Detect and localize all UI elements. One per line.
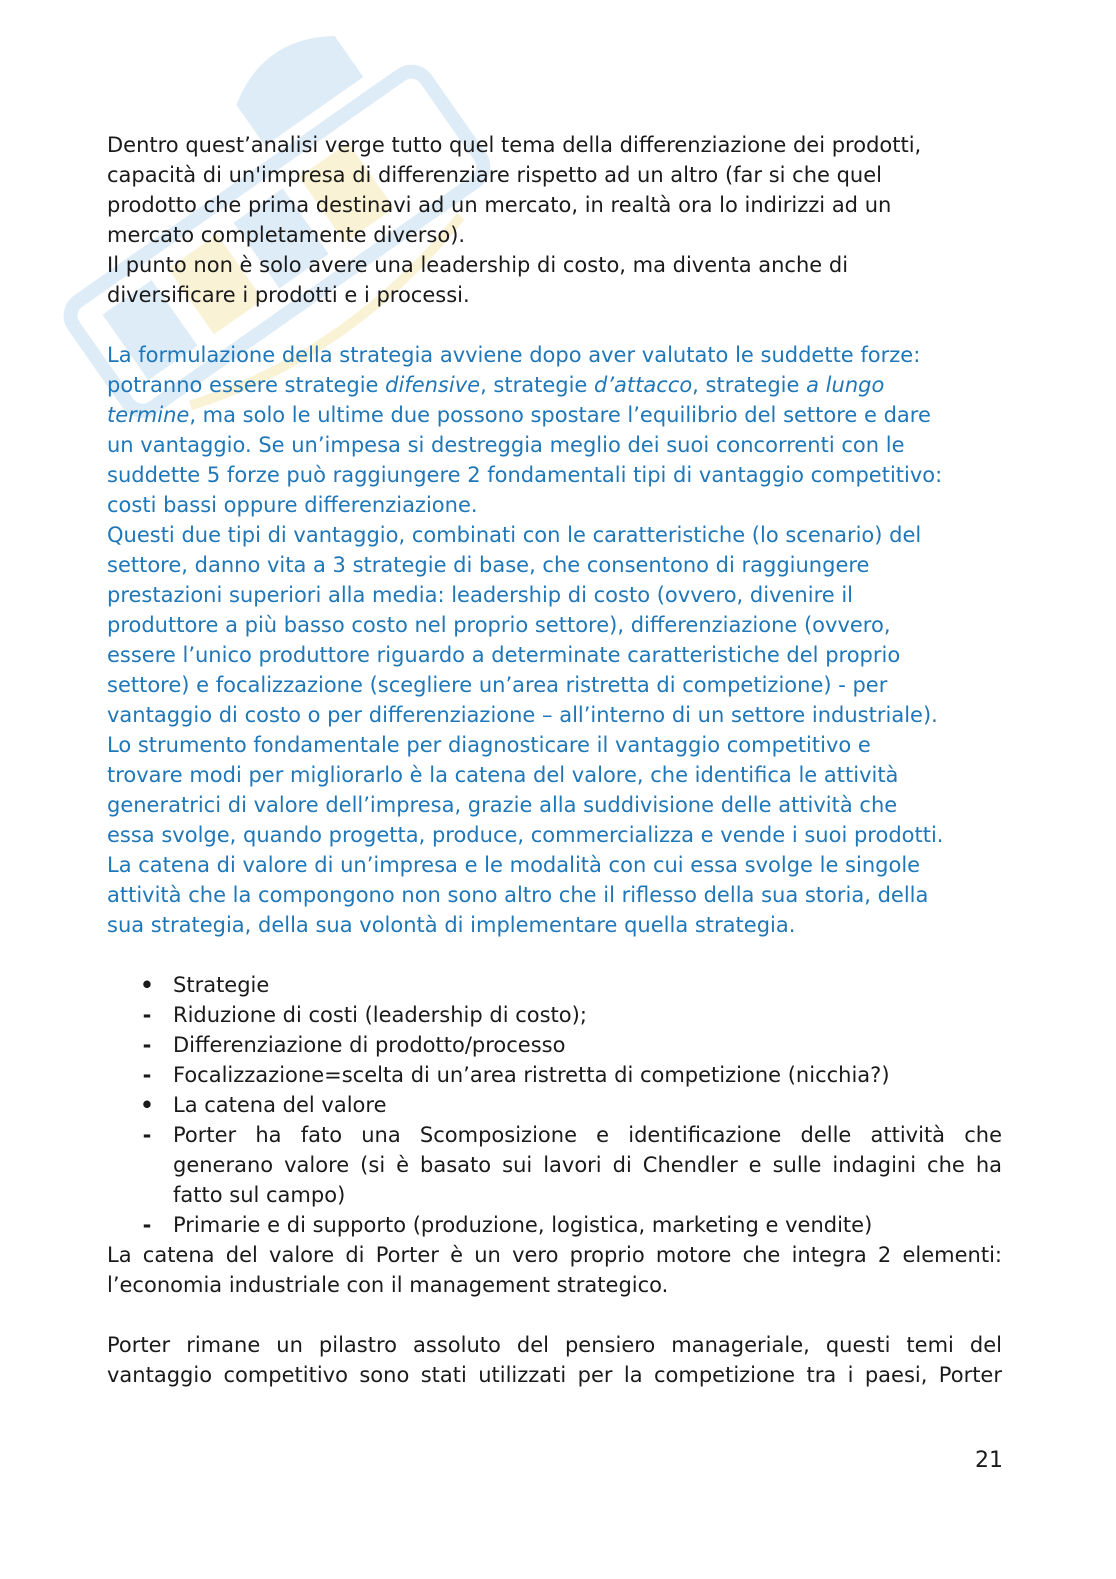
- text-line: un vantaggio. Se un’impesa si destreggia meglio dei suoi concorrenti con le: [107, 433, 905, 457]
- spacer: [107, 1300, 1002, 1330]
- list-item-text: generano valore (si è basato sui lavori di Chendler e sulle indagini che ha: [173, 1153, 1002, 1177]
- text-fragment: , ma solo le ultime due possono spostare l’equilibrio del settore e dare: [189, 403, 931, 427]
- text-fragment: , strategie: [692, 373, 807, 397]
- list-item: [107, 1210, 1002, 1240]
- text-line: vantaggio di costo o per differenziazione – all’interno di un settore industriale).: [107, 703, 938, 727]
- dash-icon: -: [142, 1213, 152, 1237]
- text-line: vantaggio competitivo sono stati utilizzati per la competizione tra i paesi, Porter: [107, 1363, 1002, 1387]
- italic-term: d’attacco: [594, 373, 693, 397]
- bullet-icon: •: [140, 1093, 154, 1117]
- italic-term: termine: [107, 403, 190, 427]
- text-line: sua strategia, della sua volontà di implementare quella strategia.: [107, 913, 796, 937]
- list-item-text: Porter ha fato una Scomposizione e identificazione delle attività che: [173, 1123, 1002, 1147]
- text-line: La catena di valore di un’impresa e le modalità con cui essa svolge le singole: [107, 853, 921, 877]
- list-item-text: fatto sul campo): [173, 1183, 346, 1207]
- text-line: Questi due tipi di vantaggio, combinati con le caratteristiche (lo scenario) del: [107, 523, 922, 547]
- paragraph-strategy-highlighted: [107, 340, 1002, 940]
- text-fragment: , strategie: [480, 373, 595, 397]
- text-line: prodotto che prima destinavi ad un mercato, in realtà ora lo indirizzi ad un: [107, 193, 892, 217]
- paragraph-value-chain: [107, 1240, 1002, 1300]
- text-line: mercato completamente diverso).: [107, 223, 466, 247]
- document-body: [107, 130, 1002, 1390]
- dash-icon: -: [142, 1123, 152, 1147]
- list-item-text: Strategie: [173, 973, 270, 997]
- text-line: produttore a più basso costo nel proprio settore), differenziazione (ovvero,: [107, 613, 891, 637]
- text-line: La catena del valore di Porter è un vero proprio motore che integra 2 elementi:: [107, 1243, 1002, 1267]
- text-line: essere l’unico produttore riguardo a determinate caratteristiche del proprio: [107, 643, 901, 667]
- list-item-text: Riduzione di costi (leadership di costo);: [173, 1003, 587, 1027]
- text-line: suddette 5 forze può raggiungere 2 fondamentali tipi di vantaggio competitivo:: [107, 463, 943, 487]
- list-item-text: Differenziazione di prodotto/processo: [173, 1033, 566, 1057]
- spacer: [107, 940, 1002, 970]
- text-line: Porter rimane un pilastro assoluto del pensiero manageriale, questi temi del: [107, 1333, 1002, 1357]
- bullet-icon: •: [140, 973, 154, 997]
- italic-term: difensive: [385, 373, 481, 397]
- text-line: attività che la compongono non sono altro che il riflesso della sua storia, della: [107, 883, 929, 907]
- spacer: [107, 310, 1002, 340]
- paragraph-porter: [107, 1330, 1002, 1390]
- text-line: capacità di un'impresa di differenziare rispetto ad un altro (far si che quel: [107, 163, 883, 187]
- text-line: l’economia industriale con il management strategico.: [107, 1273, 669, 1297]
- text-line: Il punto non è solo avere una leadership di costo, ma diventa anche di: [107, 253, 849, 277]
- text-line: diversificare i prodotti e i processi.: [107, 283, 470, 307]
- text-line: Lo strumento fondamentale per diagnosticare il vantaggio competitivo e: [107, 733, 871, 757]
- list-item: [107, 1120, 1002, 1210]
- list-item-text: Primarie e di supporto (produzione, logistica, marketing e vendite): [173, 1213, 873, 1237]
- list-item-text: Focalizzazione=scelta di un’area ristretta di competizione (nicchia?): [173, 1063, 890, 1087]
- italic-term: a lungo: [806, 373, 885, 397]
- watermark-tagline: [20, 30, 21, 31]
- text-line: costi bassi oppure differenziazione.: [107, 493, 478, 517]
- text-line: trovare modi per migliorarlo è la catena del valore, che identifica le attività: [107, 763, 899, 787]
- paragraph-intro: [107, 130, 1002, 310]
- strategy-list: [107, 970, 1002, 1240]
- list-item-text: La catena del valore: [173, 1093, 387, 1117]
- dash-icon: -: [142, 1033, 152, 1057]
- list-item: [107, 1060, 1002, 1090]
- list-item: [107, 1000, 1002, 1030]
- text-line: settore) e focalizzazione (scegliere un’area ristretta di competizione) - per: [107, 673, 888, 697]
- list-item: [107, 1090, 1002, 1120]
- dash-icon: -: [142, 1063, 152, 1087]
- page-number: 21: [975, 1448, 1003, 1473]
- text-line: settore, danno vita a 3 strategie di base, che consentono di raggiungere: [107, 553, 870, 577]
- list-item: [107, 1030, 1002, 1060]
- text-line: essa svolge, quando progetta, produce, commercializza e vende i suoi prodotti.: [107, 823, 944, 847]
- text-line: Dentro quest’analisi verge tutto quel tema della differenziazione dei prodotti,: [107, 133, 922, 157]
- list-item: [107, 970, 1002, 1000]
- dash-icon: -: [142, 1003, 152, 1027]
- text-line: generatrici di valore dell’impresa, grazie alla suddivisione delle attività che: [107, 793, 898, 817]
- text-line: prestazioni superiori alla media: leadership di costo (ovvero, divenire il: [107, 583, 854, 607]
- text-fragment: potranno essere strategie: [107, 373, 386, 397]
- text-line: La formulazione della strategia avviene dopo aver valutato le suddette forze:: [107, 343, 921, 367]
